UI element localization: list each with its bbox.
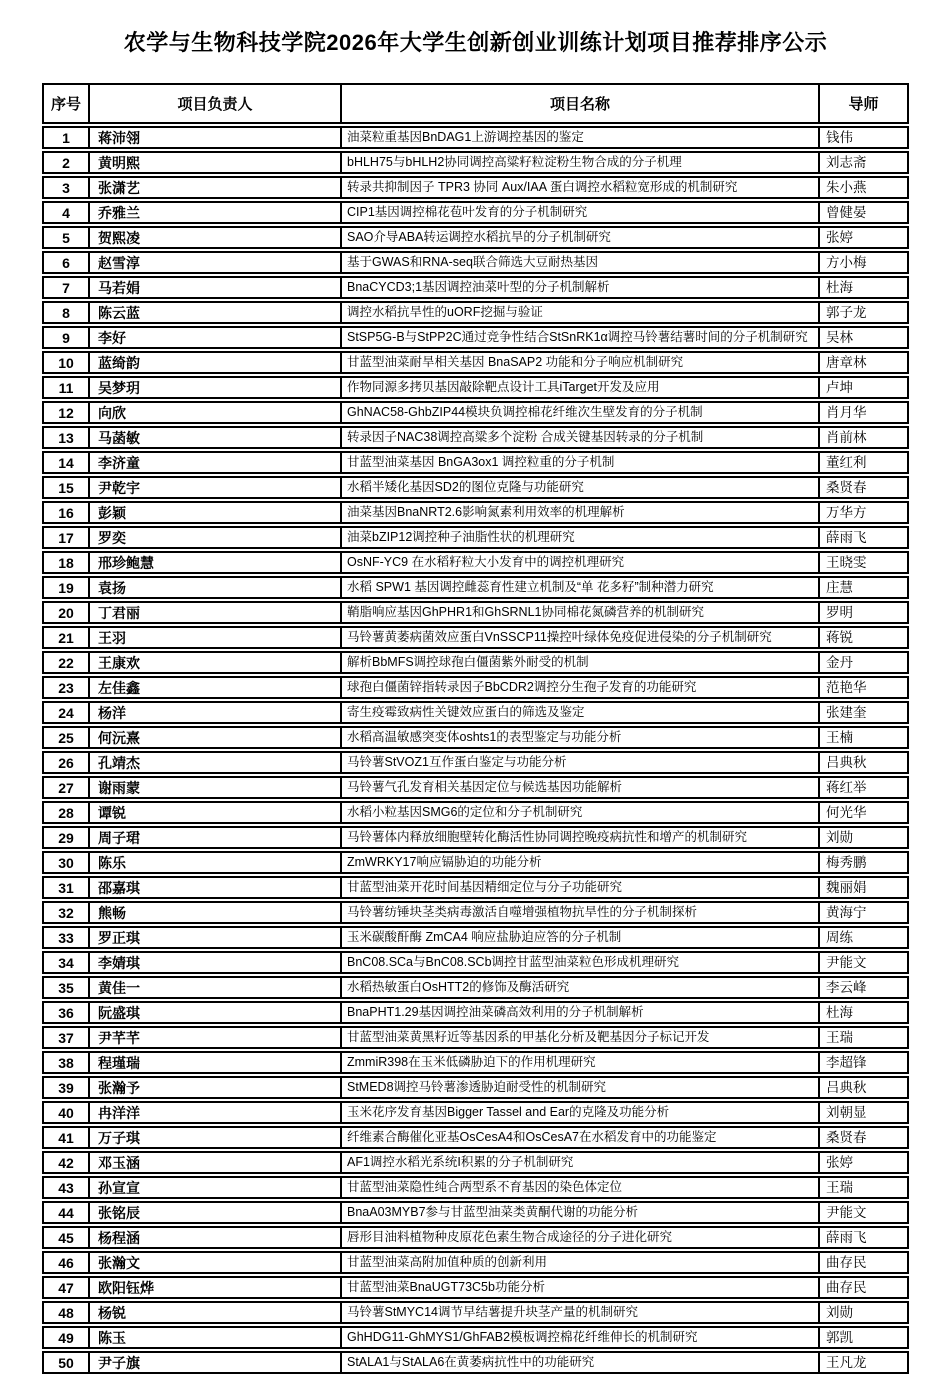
project-name-cell: 马铃薯纺锤块茎类病毒激活自噬增强植物抗旱性的分子机制探析: [340, 901, 818, 924]
project-leader-cell: 吴梦玥: [88, 376, 340, 399]
header-project-name: 项目名称: [340, 83, 818, 124]
mentor-cell: 王楠: [818, 726, 909, 749]
table-row: [42, 1076, 909, 1099]
project-name-cell: 油菜bZIP12调控种子油脂性状的机理研究: [340, 526, 818, 549]
serial-number-cell: 21: [42, 626, 88, 649]
serial-number-cell: 2: [42, 151, 88, 174]
project-leader-cell: 邓玉涵: [88, 1151, 340, 1174]
project-leader-cell: 张瀚文: [88, 1251, 340, 1274]
serial-number-cell: 34: [42, 951, 88, 974]
serial-number-cell: 40: [42, 1101, 88, 1124]
project-leader-cell: 向欣: [88, 401, 340, 424]
project-leader-cell: 张潇艺: [88, 176, 340, 199]
table-row: [42, 476, 909, 499]
serial-number-cell: 12: [42, 401, 88, 424]
mentor-cell: 杜海: [818, 276, 909, 299]
project-name-cell: BnC08.SCa与BnC08.SCb调控甘蓝型油菜粒色形成机理研究: [340, 951, 818, 974]
serial-number-cell: 43: [42, 1176, 88, 1199]
serial-number-cell: 48: [42, 1301, 88, 1324]
mentor-cell: 罗明: [818, 601, 909, 624]
project-name-cell: ZmWRKY17响应镉胁迫的功能分析: [340, 851, 818, 874]
table-row: [42, 776, 909, 799]
table-row: [42, 826, 909, 849]
serial-number-cell: 23: [42, 676, 88, 699]
serial-number-cell: 22: [42, 651, 88, 674]
mentor-cell: 范艳华: [818, 676, 909, 699]
serial-number-cell: 10: [42, 351, 88, 374]
mentor-cell: 刘志斋: [818, 151, 909, 174]
project-leader-cell: 贺熙凌: [88, 226, 340, 249]
mentor-cell: 吴林: [818, 326, 909, 349]
table-row: [42, 926, 909, 949]
table-row: [42, 226, 909, 249]
serial-number-cell: 47: [42, 1276, 88, 1299]
project-leader-cell: 谢雨蒙: [88, 776, 340, 799]
project-name-cell: 玉米花序发育基因Bigger Tassel and Ear的克隆及功能分析: [340, 1101, 818, 1124]
project-leader-cell: 尹乾宇: [88, 476, 340, 499]
table-row: [42, 1276, 909, 1299]
serial-number-cell: 32: [42, 901, 88, 924]
project-leader-cell: 周子珺: [88, 826, 340, 849]
project-leader-cell: 邵嘉琪: [88, 876, 340, 899]
project-name-cell: OsNF-YC9 在水稻籽粒大小发育中的调控机理研究: [340, 551, 818, 574]
serial-number-cell: 42: [42, 1151, 88, 1174]
table-row: [42, 326, 909, 349]
project-leader-cell: 罗正琪: [88, 926, 340, 949]
project-name-cell: 鞘脂响应基因GhPHR1和GhSRNL1协同棉花氮磷营养的机制研究: [340, 601, 818, 624]
project-name-cell: 基于GWAS和RNA-seq联合筛选大豆耐热基因: [340, 251, 818, 274]
table-row: [42, 1001, 909, 1024]
table-row: [42, 876, 909, 899]
serial-number-cell: 17: [42, 526, 88, 549]
mentor-cell: 刘勋: [818, 1301, 909, 1324]
table-row: [42, 426, 909, 449]
mentor-cell: 蒋红举: [818, 776, 909, 799]
table-row: [42, 1201, 909, 1224]
header-mentor: 导师: [818, 83, 909, 124]
project-leader-cell: 尹子旗: [88, 1351, 340, 1374]
serial-number-cell: 27: [42, 776, 88, 799]
table-row: [42, 1351, 909, 1374]
project-leader-cell: 左佳鑫: [88, 676, 340, 699]
project-name-cell: 甘蓝型油菜黄黑籽近等基因系的甲基化分析及靶基因分子标记开发: [340, 1026, 818, 1049]
project-leader-cell: 马若娟: [88, 276, 340, 299]
table-row: [42, 1126, 909, 1149]
project-leader-cell: 杨程涵: [88, 1226, 340, 1249]
project-leader-cell: 乔雅兰: [88, 201, 340, 224]
project-name-cell: 玉米碳酸酐酶 ZmCA4 响应盐胁迫应答的分子机制: [340, 926, 818, 949]
table-row: [42, 576, 909, 599]
project-leader-cell: 黄明熙: [88, 151, 340, 174]
table-row: [42, 651, 909, 674]
mentor-cell: 方小梅: [818, 251, 909, 274]
project-name-cell: 马铃薯气孔发育相关基因定位与候选基因功能解析: [340, 776, 818, 799]
table-row: [42, 1251, 909, 1274]
table-row: [42, 726, 909, 749]
table-row: [42, 1051, 909, 1074]
project-name-cell: 油菜粒重基因BnDAG1上游调控基因的鉴定: [340, 126, 818, 149]
mentor-cell: 金丹: [818, 651, 909, 674]
project-leader-cell: 万子琪: [88, 1126, 340, 1149]
serial-number-cell: 31: [42, 876, 88, 899]
mentor-cell: 曲存民: [818, 1251, 909, 1274]
project-name-cell: BnaPHT1.29基因调控油菜磷高效利用的分子机制解析: [340, 1001, 818, 1024]
serial-number-cell: 30: [42, 851, 88, 874]
project-leader-cell: 欧阳钰烨: [88, 1276, 340, 1299]
project-leader-cell: 孙宣宣: [88, 1176, 340, 1199]
mentor-cell: 桑贤春: [818, 1126, 909, 1149]
mentor-cell: 蒋锐: [818, 626, 909, 649]
project-leader-cell: 杨锐: [88, 1301, 340, 1324]
project-leader-cell: 张瀚予: [88, 1076, 340, 1099]
mentor-cell: 万华方: [818, 501, 909, 524]
mentor-cell: 刘朝显: [818, 1101, 909, 1124]
table-header: [42, 83, 909, 124]
project-leader-cell: 彭颖: [88, 501, 340, 524]
project-name-cell: ZmmiR398在玉米低磷胁迫下的作用机理研究: [340, 1051, 818, 1074]
table-row: [42, 1326, 909, 1349]
mentor-cell: 张婷: [818, 226, 909, 249]
mentor-cell: 肖月华: [818, 401, 909, 424]
project-leader-cell: 尹芊芊: [88, 1026, 340, 1049]
project-name-cell: 甘蓝型油菜BnaUGT73C5b功能分析: [340, 1276, 818, 1299]
mentor-cell: 王凡龙: [818, 1351, 909, 1374]
project-name-cell: 解析BbMFS调控球孢白僵菌紫外耐受的机制: [340, 651, 818, 674]
table-row: [42, 1026, 909, 1049]
mentor-cell: 刘勋: [818, 826, 909, 849]
mentor-cell: 尹能文: [818, 1201, 909, 1224]
mentor-cell: 何光华: [818, 801, 909, 824]
mentor-cell: 薛雨飞: [818, 526, 909, 549]
project-leader-cell: 王康欢: [88, 651, 340, 674]
serial-number-cell: 7: [42, 276, 88, 299]
project-leader-cell: 冉洋洋: [88, 1101, 340, 1124]
mentor-cell: 吕典秋: [818, 1076, 909, 1099]
project-leader-cell: 丁君丽: [88, 601, 340, 624]
serial-number-cell: 45: [42, 1226, 88, 1249]
table-row: [42, 251, 909, 274]
mentor-cell: 魏丽娟: [818, 876, 909, 899]
project-name-cell: 水稻高温敏感突变体oshts1的表型鉴定与功能分析: [340, 726, 818, 749]
serial-number-cell: 35: [42, 976, 88, 999]
serial-number-cell: 24: [42, 701, 88, 724]
mentor-cell: 尹能文: [818, 951, 909, 974]
project-leader-cell: 蒋沛翎: [88, 126, 340, 149]
serial-number-cell: 46: [42, 1251, 88, 1274]
project-name-cell: BnaA03MYB7参与甘蓝型油菜类黄酮代谢的功能分析: [340, 1201, 818, 1224]
table-row: [42, 301, 909, 324]
mentor-cell: 吕典秋: [818, 751, 909, 774]
mentor-cell: 李超锋: [818, 1051, 909, 1074]
project-name-cell: 甘蓝型油菜耐旱相关基因 BnaSAP2 功能和分子响应机制研究: [340, 351, 818, 374]
project-name-cell: 马铃薯StMYC14调节早结薯提升块茎产量的机制研究: [340, 1301, 818, 1324]
table-row: [42, 951, 909, 974]
header-project-leader: 项目负责人: [88, 83, 340, 124]
table-row: [42, 401, 909, 424]
serial-number-cell: 5: [42, 226, 88, 249]
project-name-cell: 甘蓝型油菜隐性纯合两型系不育基因的染色体定位: [340, 1176, 818, 1199]
mentor-cell: 张婷: [818, 1151, 909, 1174]
mentor-cell: 周练: [818, 926, 909, 949]
project-leader-cell: 陈乐: [88, 851, 340, 874]
project-leader-cell: 阮盛琪: [88, 1001, 340, 1024]
serial-number-cell: 39: [42, 1076, 88, 1099]
table-row: [42, 151, 909, 174]
serial-number-cell: 15: [42, 476, 88, 499]
mentor-cell: 郭子龙: [818, 301, 909, 324]
header-serial-number: 序号: [42, 83, 88, 124]
project-name-cell: 作物同源多拷贝基因敲除靶点设计工具iTarget开发及应用: [340, 376, 818, 399]
table-row: [42, 701, 909, 724]
mentor-cell: 黄海宁: [818, 901, 909, 924]
project-name-cell: bHLH75与bHLH2协同调控高粱籽粒淀粉生物合成的分子机理: [340, 151, 818, 174]
table-row: [42, 601, 909, 624]
project-name-cell: 水稻半矮化基因SD2的图位克隆与功能研究: [340, 476, 818, 499]
serial-number-cell: 9: [42, 326, 88, 349]
table-row: [42, 376, 909, 399]
project-name-cell: 水稻小粒基因SMG6的定位和分子机制研究: [340, 801, 818, 824]
project-leader-cell: 张铭辰: [88, 1201, 340, 1224]
mentor-cell: 杜海: [818, 1001, 909, 1024]
project-name-cell: SAO介导ABA转运调控水稻抗旱的分子机制研究: [340, 226, 818, 249]
serial-number-cell: 38: [42, 1051, 88, 1074]
mentor-cell: 张建奎: [818, 701, 909, 724]
project-name-cell: 寄生疫霉致病性关键效应蛋白的筛选及鉴定: [340, 701, 818, 724]
mentor-cell: 李云峰: [818, 976, 909, 999]
table-row: [42, 1151, 909, 1174]
table-row: [42, 801, 909, 824]
project-name-cell: StSP5G-B与StPP2C通过竞争性结合StSnRK1α调控马铃薯结薯时间的分子机制研究: [340, 326, 818, 349]
project-name-cell: 马铃薯StVOZ1互作蛋白鉴定与功能分析: [340, 751, 818, 774]
project-name-cell: CIP1基因调控棉花苞叶发育的分子机制研究: [340, 201, 818, 224]
table-row: [42, 851, 909, 874]
serial-number-cell: 28: [42, 801, 88, 824]
serial-number-cell: 13: [42, 426, 88, 449]
serial-number-cell: 29: [42, 826, 88, 849]
project-leader-cell: 孔靖杰: [88, 751, 340, 774]
table-row: [42, 176, 909, 199]
serial-number-cell: 19: [42, 576, 88, 599]
project-name-cell: GhNAC58-GhbZIP44模块负调控棉花纤维次生壁发育的分子机制: [340, 401, 818, 424]
serial-number-cell: 41: [42, 1126, 88, 1149]
project-name-cell: 马铃薯体内释放细胞壁转化酶活性协同调控晚疫病抗性和增产的机制研究: [340, 826, 818, 849]
project-leader-cell: 程瑾瑞: [88, 1051, 340, 1074]
serial-number-cell: 44: [42, 1201, 88, 1224]
mentor-cell: 卢坤: [818, 376, 909, 399]
table-row: [42, 451, 909, 474]
project-name-cell: 水稻热敏蛋白OsHTT2的修饰及酶活研究: [340, 976, 818, 999]
page-title: 农学与生物科技学院2026年大学生创新创业训练计划项目推荐排序公示: [123, 30, 828, 55]
mentor-cell: 朱小燕: [818, 176, 909, 199]
project-name-cell: 转录因子NAC38调控高粱多个淀粉 合成关键基因转录的分子机制: [340, 426, 818, 449]
table-row: [42, 551, 909, 574]
header-row: [42, 83, 909, 124]
table-row: [42, 1301, 909, 1324]
project-leader-cell: 李济童: [88, 451, 340, 474]
mentor-cell: 郭凯: [818, 1326, 909, 1349]
table-row: [42, 676, 909, 699]
table-row: [42, 201, 909, 224]
project-leader-cell: 罗奕: [88, 526, 340, 549]
serial-number-cell: 26: [42, 751, 88, 774]
mentor-cell: 肖前林: [818, 426, 909, 449]
project-leader-cell: 赵雪淳: [88, 251, 340, 274]
project-ranking-table: [42, 81, 909, 1376]
serial-number-cell: 3: [42, 176, 88, 199]
mentor-cell: 梅秀鹏: [818, 851, 909, 874]
mentor-cell: 钱伟: [818, 126, 909, 149]
serial-number-cell: 25: [42, 726, 88, 749]
serial-number-cell: 14: [42, 451, 88, 474]
mentor-cell: 王瑞: [818, 1176, 909, 1199]
table-row: [42, 351, 909, 374]
project-leader-cell: 邢珍鲍慧: [88, 551, 340, 574]
project-leader-cell: 蓝绮韵: [88, 351, 340, 374]
project-name-cell: StALA1与StALA6在黄萎病抗性中的功能研究: [340, 1351, 818, 1374]
serial-number-cell: 33: [42, 926, 88, 949]
project-name-cell: 调控水稻抗旱性的uORF挖掘与验证: [340, 301, 818, 324]
project-name-cell: BnaCYCD3;1基因调控油菜叶型的分子机制解析: [340, 276, 818, 299]
serial-number-cell: 36: [42, 1001, 88, 1024]
mentor-cell: 桑贤春: [818, 476, 909, 499]
table-row: [42, 501, 909, 524]
project-leader-cell: 熊畅: [88, 901, 340, 924]
project-leader-cell: 何沅熹: [88, 726, 340, 749]
table-body: [42, 126, 909, 1374]
project-name-cell: 球孢白僵菌锌指转录因子BbCDR2调控分生孢子发育的功能研究: [340, 676, 818, 699]
mentor-cell: 董红利: [818, 451, 909, 474]
table-row: [42, 1226, 909, 1249]
serial-number-cell: 6: [42, 251, 88, 274]
serial-number-cell: 8: [42, 301, 88, 324]
mentor-cell: 曾健晏: [818, 201, 909, 224]
serial-number-cell: 37: [42, 1026, 88, 1049]
table-row: [42, 1101, 909, 1124]
table-row: [42, 126, 909, 149]
table-row: [42, 626, 909, 649]
project-leader-cell: 王羽: [88, 626, 340, 649]
project-leader-cell: 黄佳一: [88, 976, 340, 999]
project-name-cell: 唇形目油料植物种皮原花色素生物合成途径的分子进化研究: [340, 1226, 818, 1249]
serial-number-cell: 18: [42, 551, 88, 574]
mentor-cell: 王瑞: [818, 1026, 909, 1049]
project-name-cell: AF1调控水稻光系统I积累的分子机制研究: [340, 1151, 818, 1174]
project-name-cell: 马铃薯黄萎病菌效应蛋白VnSSCP11操控叶绿体免疫促进侵染的分子机制研究: [340, 626, 818, 649]
table-row: [42, 751, 909, 774]
serial-number-cell: 50: [42, 1351, 88, 1374]
project-name-cell: 甘蓝型油菜基因 BnGA3ox1 调控粒重的分子机制: [340, 451, 818, 474]
project-name-cell: 纤维素合酶催化亚基OsCesA4和OsCesA7在水稻发育中的功能鉴定: [340, 1126, 818, 1149]
serial-number-cell: 20: [42, 601, 88, 624]
project-leader-cell: 陈云蓝: [88, 301, 340, 324]
mentor-cell: 曲存民: [818, 1276, 909, 1299]
table-row: [42, 526, 909, 549]
project-name-cell: 水稻 SPW1 基因调控雌蕊育性建立机制及“单 花多籽”制种潜力研究: [340, 576, 818, 599]
table-row: [42, 276, 909, 299]
project-name-cell: 甘蓝型油菜高附加值种质的创新利用: [340, 1251, 818, 1274]
project-leader-cell: 李好: [88, 326, 340, 349]
serial-number-cell: 16: [42, 501, 88, 524]
project-leader-cell: 李婧琪: [88, 951, 340, 974]
project-leader-cell: 杨洋: [88, 701, 340, 724]
serial-number-cell: 4: [42, 201, 88, 224]
serial-number-cell: 1: [42, 126, 88, 149]
project-leader-cell: 袁扬: [88, 576, 340, 599]
serial-number-cell: 49: [42, 1326, 88, 1349]
mentor-cell: 庄慧: [818, 576, 909, 599]
project-leader-cell: 谭锐: [88, 801, 340, 824]
mentor-cell: 王晓雯: [818, 551, 909, 574]
serial-number-cell: 11: [42, 376, 88, 399]
mentor-cell: 唐章林: [818, 351, 909, 374]
table-row: [42, 1176, 909, 1199]
project-leader-cell: 陈玉: [88, 1326, 340, 1349]
project-name-cell: GhHDG11-GhMYS1/GhFAB2模板调控棉花纤维伸长的机制研究: [340, 1326, 818, 1349]
project-name-cell: 油菜基因BnaNRT2.6影响氮素利用效率的机理解析: [340, 501, 818, 524]
table-row: [42, 976, 909, 999]
project-name-cell: 转录共抑制因子 TPR3 协同 Aux/IAA 蛋白调控水稻粒宽形成的机制研究: [340, 176, 818, 199]
mentor-cell: 薛雨飞: [818, 1226, 909, 1249]
project-leader-cell: 马菡敏: [88, 426, 340, 449]
table-row: [42, 901, 909, 924]
project-name-cell: StMED8调控马铃薯渗透胁迫耐受性的机制研究: [340, 1076, 818, 1099]
project-name-cell: 甘蓝型油菜开花时间基因精细定位与分子功能研究: [340, 876, 818, 899]
